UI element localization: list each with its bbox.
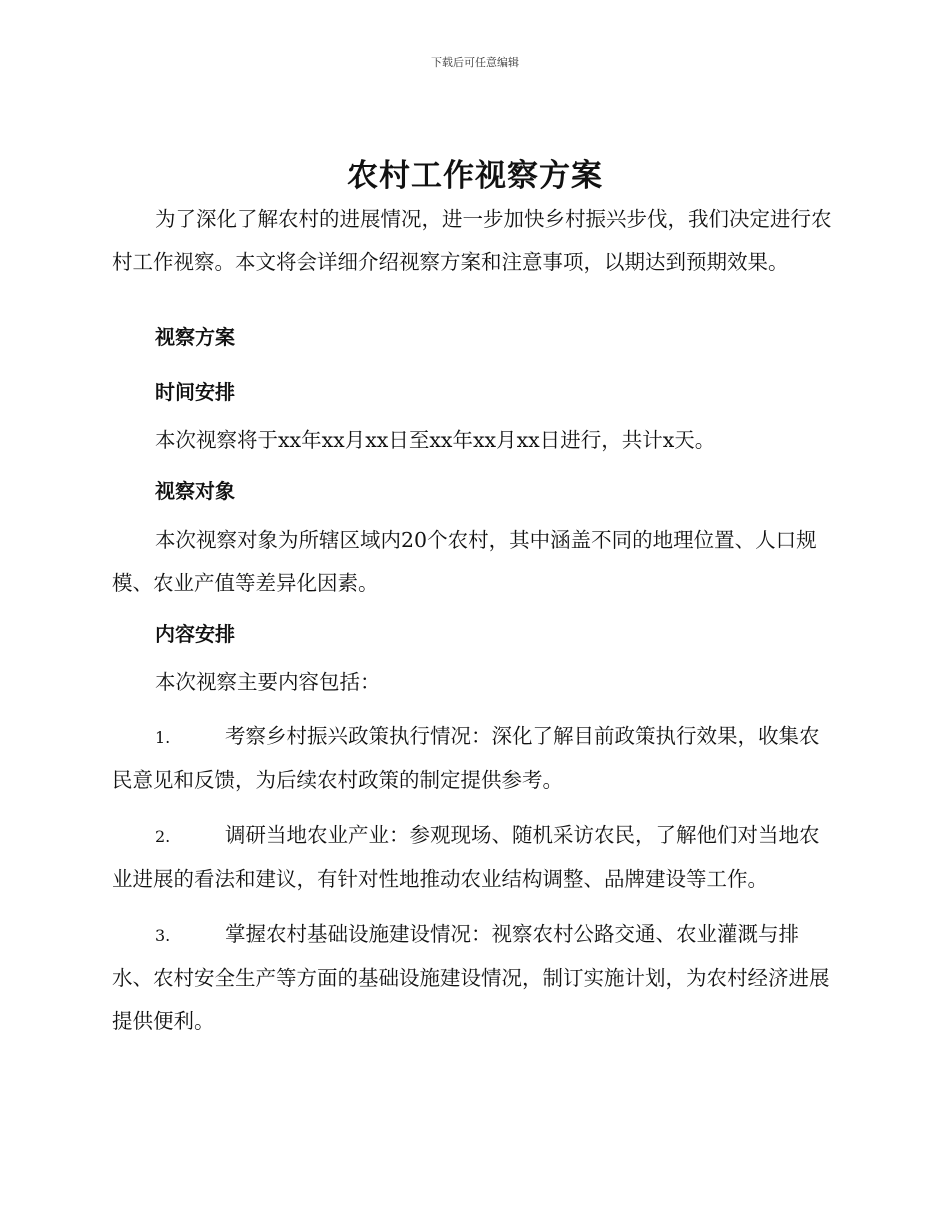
document-title: 农村工作视察方案 xyxy=(347,158,603,194)
content-intro-paragraph: 本次视察主要内容包括： xyxy=(155,670,381,694)
page-header-note: 下载后可任意编辑 xyxy=(431,56,519,69)
list-item-text: 掌握农村基础设施建设情况：视察农村公路交通、农业灌溉与排水、农村安全生产等方面的基础设施建设情况，制订实施计划，为农村经济进展提供便利。 xyxy=(112,922,830,1033)
section-heading-target: 视察对象 xyxy=(155,479,235,503)
target-paragraph: 本次视察对象为所辖区域内20个农村，其中涵盖不同的地理位置、人口规模、农业产值等差异化因素。 xyxy=(112,528,817,595)
list-number: 3. xyxy=(155,926,171,945)
list-item-text: 考察乡村振兴政策执行情况：深化了解目前政策执行效果，收集农民意见和反馈，为后续农村政策的制定提供参考。 xyxy=(112,724,820,792)
section-heading-time: 时间安排 xyxy=(155,380,235,404)
section-heading-content: 内容安排 xyxy=(155,622,235,646)
document-body xyxy=(112,198,836,1043)
list-number: 1. xyxy=(155,728,171,747)
time-paragraph: 本次视察将于xx年xx月xx日至xx年xx月xx日进行，共计x天。 xyxy=(155,428,716,452)
list-item-1 xyxy=(112,715,836,802)
section-heading-plan: 视察方案 xyxy=(155,325,235,349)
list-number: 2. xyxy=(155,827,171,846)
list-item-2 xyxy=(112,814,836,901)
intro-paragraph: 为了深化了解农村的进展情况，进一步加快乡村振兴步伐，我们决定进行农村工作视察。本文将会详细介绍视察方案和注意事项，以期达到预期效果。 xyxy=(112,207,832,274)
list-item-text: 调研当地农业产业：参观现场、随机采访农民，了解他们对当地农业进展的看法和建议，有针对性地推动农业结构调整、品牌建设等工作。 xyxy=(112,823,820,891)
list-item-3 xyxy=(112,913,836,1043)
